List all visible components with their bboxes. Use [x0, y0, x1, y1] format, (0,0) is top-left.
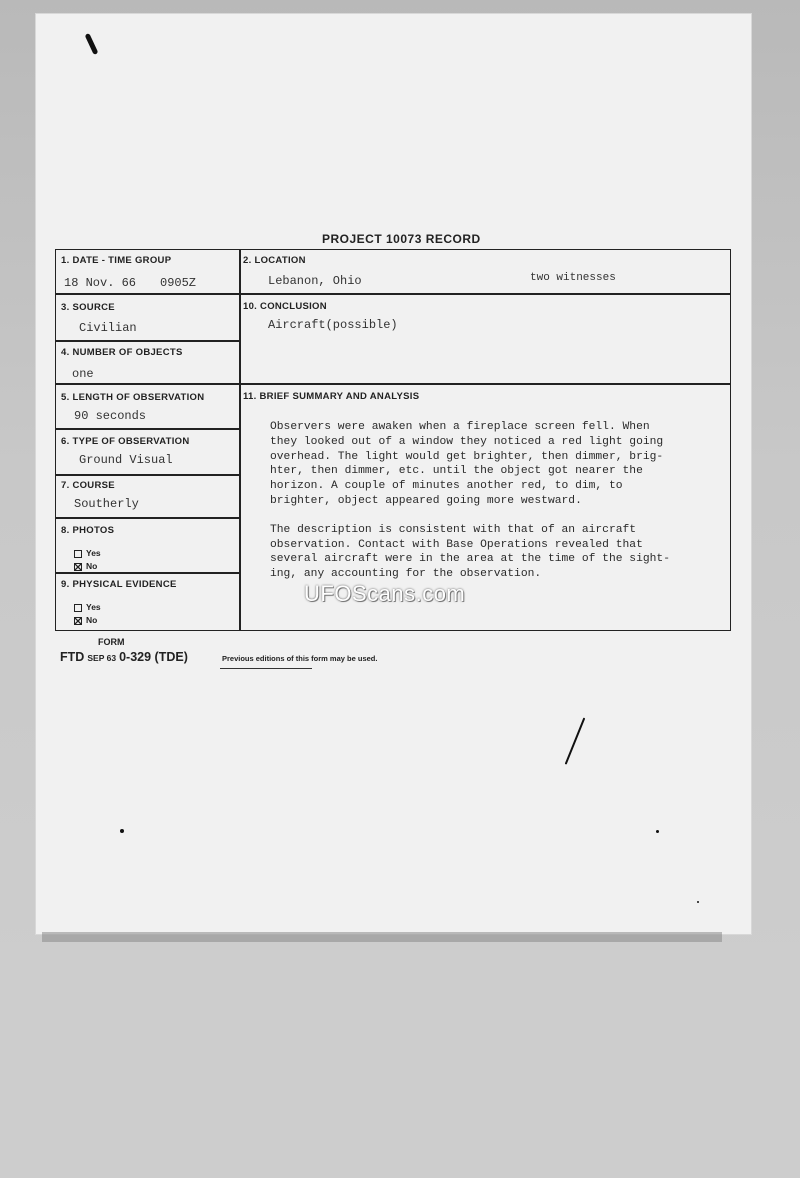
source-value: Civilian — [79, 321, 137, 335]
conclusion-label: 10. CONCLUSION — [243, 301, 327, 312]
photos-label: 8. PHOTOS — [61, 525, 115, 536]
ink-speck — [697, 901, 699, 903]
sep-text: SEP 63 — [87, 653, 117, 663]
location-label: 2. LOCATION — [243, 255, 306, 266]
summary-paragraph-1: Observers were awaken when a fireplace screen fell. When they looked out of a window they noticed a red light going overhead. The light would get brighter, then dimmer, brig- hter, then dimmer, etc. until the object got nearer the horizon. A couple of minutes another red, to dim, to brighter, object appeared going more westward. — [270, 421, 664, 507]
previous-editions-note: Previous editions of this form may be used. — [222, 654, 378, 663]
footer-rule — [220, 668, 312, 669]
date-time-label: 1. DATE - TIME GROUP — [61, 255, 172, 266]
checkbox-empty-icon — [74, 604, 82, 612]
date-value: 18 Nov. 66 — [64, 276, 137, 290]
number-of-objects-value: one — [72, 367, 94, 381]
ink-speck — [120, 829, 124, 833]
number-of-objects-label: 4. NUMBER OF OBJECTS — [61, 347, 183, 358]
row-divider — [56, 428, 239, 430]
form-number: 0-329 (TDE) — [119, 650, 188, 664]
form-label: FORM — [98, 637, 125, 647]
type-of-observation-label: 6. TYPE OF OBSERVATION — [61, 436, 190, 447]
evidence-no-option: No — [74, 615, 97, 625]
summary-text — [270, 420, 725, 596]
time-value: 0905Z — [160, 276, 197, 290]
location-note: two witnesses — [530, 272, 616, 284]
ink-speck — [656, 830, 659, 833]
summary-paragraph-2: The description is consistent with that of an aircraft observation. Contact with Base Operations revealed that several aircraft were in the area at the time of the sight- ing, any accounting for the observation. — [270, 523, 670, 581]
row-divider — [56, 517, 239, 519]
source-label: 3. SOURCE — [61, 302, 115, 313]
form-designation — [60, 650, 188, 664]
photos-no-option: No — [74, 561, 97, 571]
length-of-observation-value: 90 seconds — [74, 409, 147, 423]
row-divider — [56, 572, 239, 574]
underlying-page — [0, 942, 800, 1178]
checkbox-checked-icon — [74, 563, 82, 571]
conclusion-value: Aircraft(possible) — [268, 318, 398, 332]
row-divider — [56, 340, 239, 342]
ftd-text: FTD — [60, 650, 85, 664]
record-title: PROJECT 10073 RECORD — [322, 232, 481, 246]
evidence-yes-option: Yes — [74, 602, 101, 612]
row-divider — [56, 293, 730, 295]
length-of-observation-label: 5. LENGTH OF OBSERVATION — [61, 392, 205, 403]
watermark: UFOScans.com — [304, 581, 466, 606]
row-divider — [56, 383, 730, 385]
sheet-shadow — [42, 932, 722, 942]
location-value: Lebanon, Ohio — [268, 274, 362, 288]
course-value: Southerly — [74, 497, 139, 511]
checkbox-empty-icon — [74, 550, 82, 558]
checkbox-checked-icon — [74, 617, 82, 625]
column-divider — [239, 250, 241, 630]
summary-label: 11. BRIEF SUMMARY AND ANALYSIS — [243, 391, 420, 402]
photos-yes-option: Yes — [74, 548, 101, 558]
physical-evidence-label: 9. PHYSICAL EVIDENCE — [61, 579, 177, 590]
row-divider — [56, 474, 239, 476]
type-of-observation-value: Ground Visual — [79, 453, 173, 467]
course-label: 7. COURSE — [61, 480, 115, 491]
